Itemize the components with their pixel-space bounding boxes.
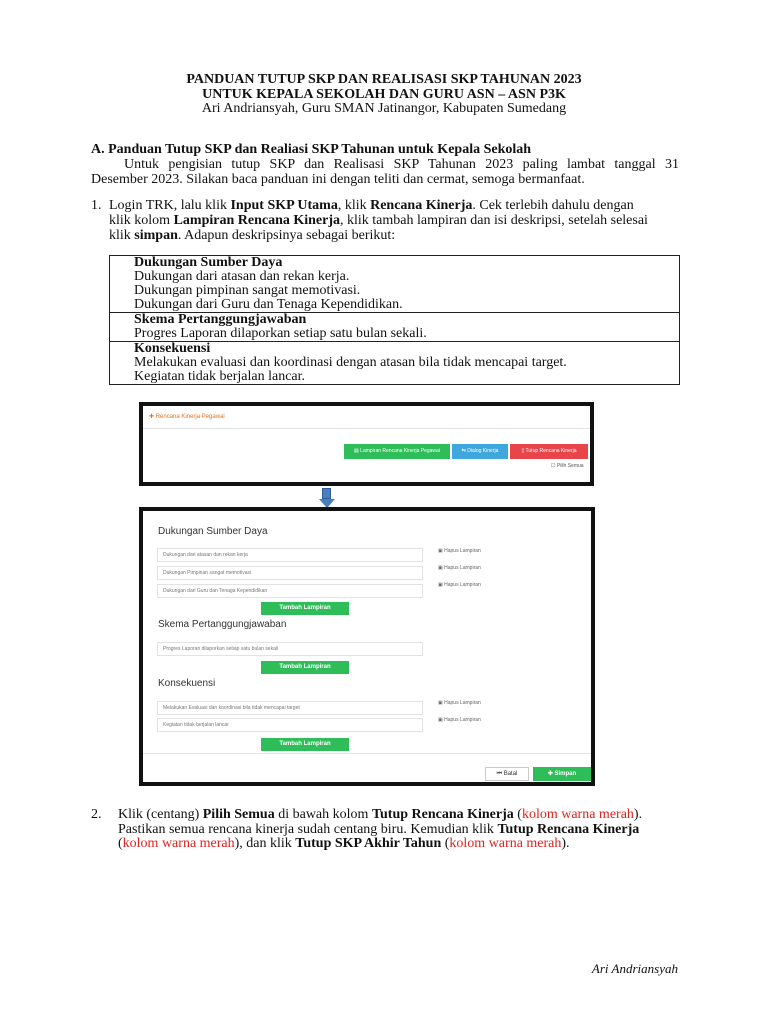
step1-emph: Rencana Kinerja — [370, 198, 473, 213]
table-section-head: Konsekuensi — [134, 341, 211, 356]
section-heading-dukungan: Dukungan Sumber Daya — [158, 526, 268, 537]
step2-line-3 — [118, 836, 688, 852]
pilih-semua-checkbox[interactable]: ☐ Pilih Semua — [551, 463, 584, 469]
lampiran-input[interactable]: Melakukan Evaluasi dan koordinasi bila tidak mencapai target — [157, 701, 423, 715]
lampiran-input[interactable]: Kegiatan tidak berjalan lancar — [157, 718, 423, 732]
section-heading-konsekuensi: Konsekuensi — [158, 678, 216, 689]
intro-line-2: Desember 2023. Silakan baca panduan ini dengan teliti dan cermat, semoga bermanfaat. — [91, 172, 585, 187]
table-item: Dukungan dari Guru dan Tenaga Kependidikan. — [134, 297, 403, 312]
intro-line-1: Untuk pengisian tutup SKP dan Realisasi SKP Tahunan 2023 paling lambat tanggal 31 — [124, 157, 679, 172]
step1-emph: Input SKP Utama — [230, 198, 338, 213]
lampiran-input[interactable]: Dukungan dari atasan dan rekan kerja — [157, 548, 423, 562]
section-a-heading: A. Panduan Tutup SKP dan Realiasi SKP Tahunan untuk Kepala Sekolah — [91, 142, 532, 157]
tutup-rencana-kinerja-button[interactable]: ▯ Tutup Rencana Kinerja — [510, 444, 588, 459]
step1-text: . Cek terlebih dahulu dengan — [472, 198, 634, 213]
description-table — [109, 255, 680, 385]
step1-line-1 — [109, 198, 679, 214]
red-note: kolom warna merah — [449, 836, 562, 851]
step1-line-3 — [109, 228, 679, 244]
footer-author: Ari Andriansyah — [591, 961, 678, 976]
table-section-skema — [110, 312, 679, 341]
step1-text: . Adapun deskripsinya sebagai berikut: — [177, 228, 396, 243]
section-heading-skema: Skema Pertanggungjawaban — [158, 619, 287, 630]
step1-line-2 — [109, 213, 679, 229]
lampiran-input[interactable]: Progres Laporan dilaporkan setiap satu bulan sekali — [157, 642, 423, 656]
table-item: Melakukan evaluasi dan koordinasi dengan atasan bila tidak mencapai target. — [134, 355, 567, 370]
step1-emph: Lampiran Rencana Kinerja — [173, 213, 341, 228]
screenshot-rencana-kinerja — [139, 402, 594, 486]
hapus-lampiran-checkbox[interactable]: ▣ Hapus Lampiran — [438, 717, 481, 723]
hapus-lampiran-checkbox[interactable]: ▣ Hapus Lampiran — [438, 548, 481, 554]
step2-text: ), dan klik — [234, 836, 296, 851]
step2-text: Klik (centang) — [118, 807, 203, 822]
author-line: Ari Andriansyah, Guru SMAN Jatinangor, Kabupaten Sumedang — [201, 101, 567, 116]
step1-text: klik — [109, 228, 135, 243]
step2-text: ). — [561, 836, 570, 851]
step1-number: 1. — [91, 198, 102, 213]
tambah-lampiran-button[interactable]: Tambah Lampiran — [261, 661, 349, 674]
step1-text: , klik — [337, 198, 371, 213]
table-item: Dukungan dari atasan dan rekan kerja. — [134, 269, 350, 284]
tambah-lampiran-button[interactable]: Tambah Lampiran — [261, 738, 349, 751]
divider — [143, 428, 590, 429]
table-item: Dukungan pimpinan sangat memotivasi. — [134, 283, 361, 298]
step1-emph: simpan — [134, 228, 178, 243]
red-note: kolom warna merah — [122, 836, 235, 851]
down-arrow-icon — [322, 488, 331, 499]
step1-text: Login TRK, lalu klik — [109, 198, 231, 213]
step2-text: di bawah kolom — [274, 807, 372, 822]
hapus-lampiran-checkbox[interactable]: ▣ Hapus Lampiran — [438, 700, 481, 706]
table-section-head: Dukungan Sumber Daya — [134, 255, 283, 270]
step2-emph: Pilih Semua — [202, 807, 275, 822]
step2-emph: Tutup Rencana Kinerja — [371, 807, 514, 822]
lampiran-input[interactable]: Dukungan Pimpinan sangat memotivasi — [157, 566, 423, 580]
hapus-lampiran-checkbox[interactable]: ▣ Hapus Lampiran — [438, 582, 481, 588]
step2-text: ). — [633, 807, 643, 822]
document-title: PANDUAN TUTUP SKP DAN REALISASI SKP TAHUNAN 2023 — [186, 72, 582, 87]
step2-text: ( — [441, 836, 450, 851]
simpan-button[interactable]: ✚ Simpan — [533, 767, 591, 781]
document-subtitle: UNTUK KEPALA SEKOLAH DAN GURU ASN – ASN P3K — [202, 87, 566, 102]
step1-text: klik kolom — [109, 213, 174, 228]
step2-number: 2. — [91, 807, 102, 822]
step2-text: ( — [118, 836, 123, 851]
table-item: Kegiatan tidak berjalan lancar. — [134, 369, 306, 384]
divider — [143, 753, 591, 754]
red-note: kolom warna merah — [521, 807, 634, 822]
screenshot-lampiran-form — [139, 507, 595, 786]
batal-button[interactable]: ⏮ Batal — [485, 767, 529, 781]
table-section-head: Skema Pertanggungjawaban — [134, 312, 307, 327]
lampiran-rencana-kinerja-button[interactable]: ▤ Lampiran Rencana Kinerja Pegawai — [344, 444, 450, 459]
dialog-kinerja-button[interactable]: ⇆ Dialog Kinerja — [452, 444, 508, 459]
hapus-lampiran-checkbox[interactable]: ▣ Hapus Lampiran — [438, 565, 481, 571]
step2-emph: Tutup SKP Akhir Tahun — [295, 836, 442, 851]
step2-text: ( — [513, 807, 522, 822]
breadcrumb: ✚ Rencana Kinerja Pegawai — [149, 414, 225, 420]
table-item: Progres Laporan dilaporkan setiap satu bulan sekali. — [134, 326, 427, 341]
step1-text: , klik tambah lampiran dan isi deskripsi, setelah selesai — [340, 213, 648, 228]
step2-emph: Tutup Rencana Kinerja — [497, 822, 640, 837]
step2-text: Pastikan semua rencana kinerja sudah centang biru. Kemudian klik — [118, 822, 498, 837]
lampiran-input[interactable]: Dukungan dari Guru dan Tenaga Kependidikan — [157, 584, 423, 598]
table-section-dukungan — [110, 256, 679, 312]
tambah-lampiran-button[interactable]: Tambah Lampiran — [261, 602, 349, 615]
table-section-konsekuensi — [110, 341, 679, 384]
step2-line-1 — [118, 807, 688, 823]
